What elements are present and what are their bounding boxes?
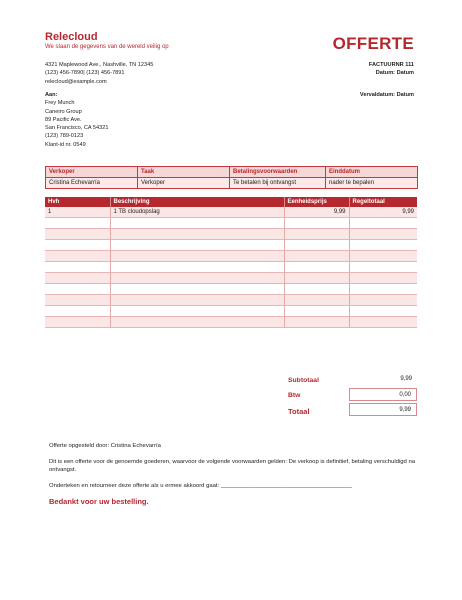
sender-address: 4321 Maplewood Ave., Nashville, TN 12345 <box>45 62 154 68</box>
unit-price-cell <box>284 262 349 273</box>
unit-price-cell <box>284 240 349 251</box>
quantity-cell <box>45 295 110 306</box>
quantity-cell <box>45 273 110 284</box>
recipient-block <box>45 91 108 149</box>
unit-price-cell <box>284 284 349 295</box>
end-date-value: nader te bepalen <box>326 178 418 189</box>
description-cell <box>110 218 284 229</box>
header-payment-terms: Betalingsvoorwaarden <box>230 167 326 178</box>
invoice-number-label: FACTUURNR <box>368 62 404 68</box>
line-item-row <box>45 251 417 262</box>
quantity-cell <box>45 262 110 273</box>
subtotal-row <box>286 373 417 388</box>
description-cell <box>110 262 284 273</box>
prepared-by: Offerte opgesteld door: Cristina Echevarría <box>49 443 161 449</box>
seller-value: Cristina Echevarría <box>46 178 138 189</box>
line-item-row <box>45 207 417 218</box>
signature-line: Onderteken en retourneer deze offerte als u ermee akkoord gaat: ________________________________________ <box>49 483 352 489</box>
thank-you-message: Bedankt voor uw bestelling. <box>49 497 149 506</box>
due-date: Vervaldatum: Datum <box>359 92 414 98</box>
job-value: Verkoper <box>138 178 230 189</box>
unit-price-cell <box>284 306 349 317</box>
description-cell <box>110 273 284 284</box>
line-item-row <box>45 240 417 251</box>
description-cell: 1 TB cloudopslag <box>110 207 284 218</box>
quantity-cell <box>45 317 110 328</box>
line-item-row <box>45 317 417 328</box>
recipient-name: Frey Munch <box>45 100 75 107</box>
sales-info-value-row <box>46 178 418 189</box>
line-item-row <box>45 218 417 229</box>
unit-price-cell: 9,99 <box>284 207 349 218</box>
description-cell <box>110 317 284 328</box>
unit-price-cell <box>284 295 349 306</box>
header-unit-price: Eenheidsprijs <box>284 197 349 207</box>
description-cell <box>110 306 284 317</box>
unit-price-cell <box>284 218 349 229</box>
quantity-cell <box>45 218 110 229</box>
unit-price-cell <box>284 317 349 328</box>
footer-text <box>49 442 419 498</box>
line-items-table <box>45 197 417 328</box>
line-items-header-row <box>45 197 417 207</box>
description-cell <box>110 295 284 306</box>
recipient-phone: (123) 789-0123 <box>45 133 84 140</box>
recipient-customer-id: Klant-id nr. 0549 <box>45 141 86 148</box>
total-label: Totaal <box>288 407 310 416</box>
line-total-cell <box>349 218 417 229</box>
quantity-cell <box>45 229 110 240</box>
quantity-cell <box>45 240 110 251</box>
invoice-meta <box>369 61 414 78</box>
unit-price-cell <box>284 273 349 284</box>
header-job: Taak <box>138 167 230 178</box>
document-title: OFFERTE <box>332 34 414 53</box>
subtotal-label: Subtotaal <box>288 377 319 384</box>
header-quantity: Hvh <box>45 197 110 207</box>
line-item-row <box>45 273 417 284</box>
line-total-cell <box>349 251 417 262</box>
tax-row <box>286 388 417 403</box>
quantity-cell: 1 <box>45 207 110 218</box>
company-tagline: We slaan de gegevens van de wereld veilig op <box>45 44 169 50</box>
payment-terms-value: Te betalen bij ontvangst <box>230 178 326 189</box>
subtotal-value: 9,99 <box>400 376 412 382</box>
line-total-cell <box>349 284 417 295</box>
recipient-label: Aan: <box>45 92 58 98</box>
terms-text: Dit is een offerte voor de genoemde goederen, waarvoor de volgende voorwaarden gelden: De verkoop is definitief, betaling verschuldigd na ontvangst. <box>49 459 415 473</box>
sender-email: relecloud@example.com <box>45 78 107 85</box>
line-total-cell <box>349 317 417 328</box>
header-description: Beschrijving <box>110 197 284 207</box>
invoice-number: 111 <box>405 62 414 68</box>
quantity-cell <box>45 284 110 295</box>
header-end-date: Einddatum <box>326 167 418 178</box>
line-item-row <box>45 262 417 273</box>
line-item-row <box>45 229 417 240</box>
line-total-cell <box>349 229 417 240</box>
total-row <box>286 403 417 418</box>
description-cell <box>110 284 284 295</box>
line-total-cell <box>349 240 417 251</box>
description-cell <box>110 240 284 251</box>
total-value: 9,99 <box>349 403 417 416</box>
header-seller: Verkoper <box>46 167 138 178</box>
description-cell <box>110 229 284 240</box>
line-item-row <box>45 295 417 306</box>
line-total-cell <box>349 306 417 317</box>
sender-address-block <box>45 61 153 86</box>
unit-price-cell <box>284 251 349 262</box>
recipient-city: San Francisco, CA 54321 <box>45 125 109 132</box>
description-cell <box>110 251 284 262</box>
line-total-cell <box>349 295 417 306</box>
quantity-cell <box>45 306 110 317</box>
line-total-cell: 9,99 <box>349 207 417 218</box>
sales-info-table <box>45 166 418 189</box>
line-total-cell <box>349 262 417 273</box>
recipient-company: Caneiro Group <box>45 108 82 115</box>
tax-label: Btw <box>288 392 301 399</box>
line-item-row <box>45 306 417 317</box>
invoice-date: Datum: Datum <box>375 70 414 77</box>
recipient-street: 89 Pacific Ave. <box>45 116 82 123</box>
company-name: Relecloud <box>45 31 98 43</box>
totals-block <box>286 373 417 418</box>
header-line-total: Regeltotaal <box>349 197 417 207</box>
quantity-cell <box>45 251 110 262</box>
invoice-number-line <box>369 61 414 69</box>
line-item-row <box>45 284 417 295</box>
sales-info-header-row <box>46 167 418 178</box>
line-total-cell <box>349 273 417 284</box>
unit-price-cell <box>284 229 349 240</box>
sender-phone: (123) 456-7890| (123) 456-7891 <box>45 70 125 77</box>
tax-value: 0,00 <box>349 388 417 401</box>
